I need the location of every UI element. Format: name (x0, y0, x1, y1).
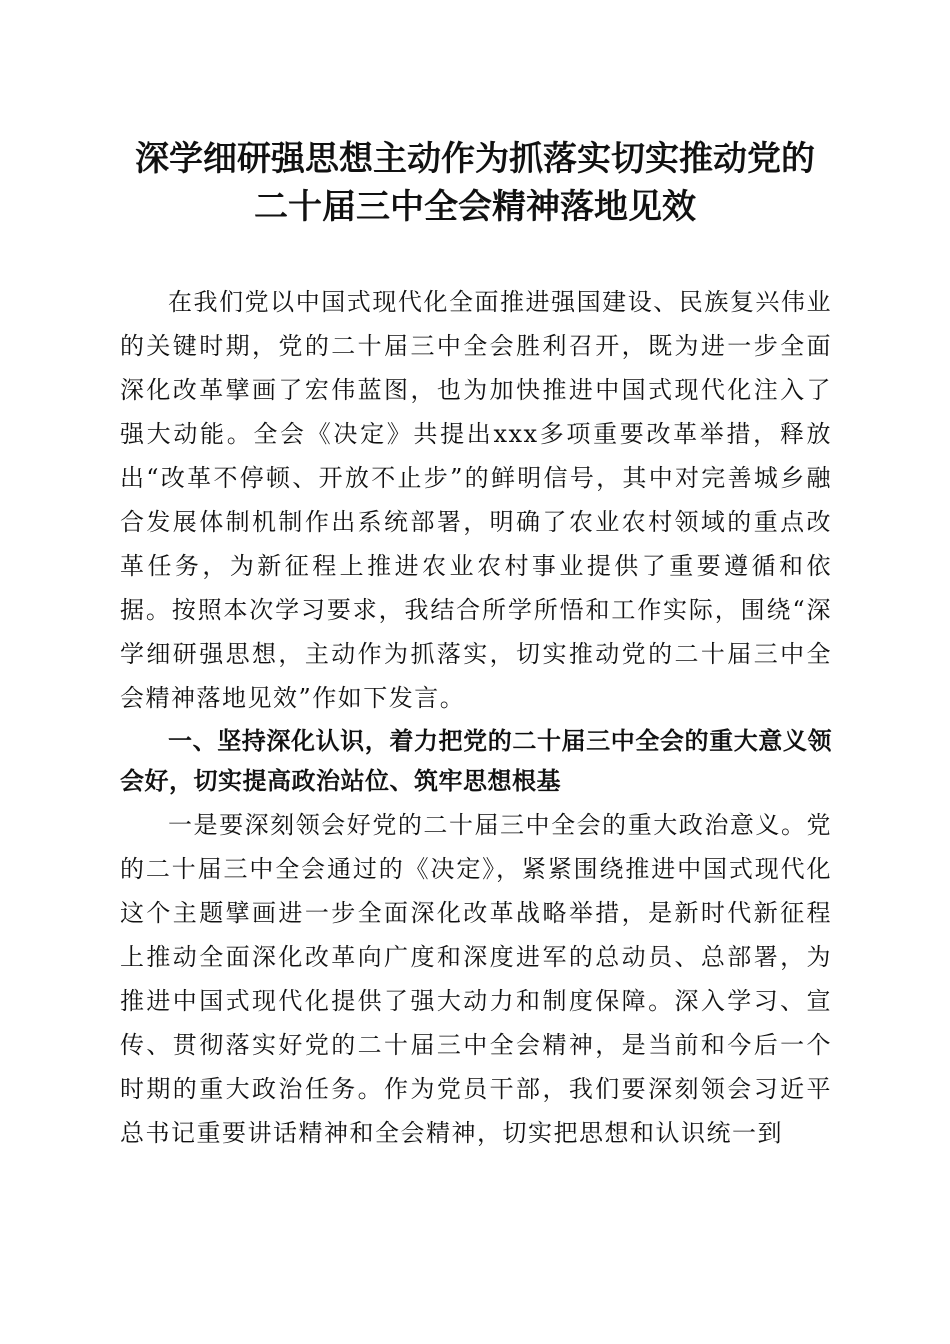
title-line-1: 深学细研强思想主动作为抓落实切实推动党的 (135, 139, 815, 179)
title-line-2: 二十届三中全会精神落地见效 (254, 187, 696, 227)
section-1-paragraph-1: 一是要深刻领会好党的二十届三中全会的重大政治意义。党的二十届三中全会通过的《决定》，紧紧围绕推进中国式现代化这个主题擘画进一步全面深化改革战略举措，是新时代新征程上推动全面深化改革向广度和深度进军的总动员、总部署，为推进中国式现代化提供了强大动力和制度保障。深入学习、宣传、贯彻落实好党的二十届三中全会精神，是当前和今后一个时期的重大政治任务。作为党员干部，我们要深刻领会习近平总书记重要讲话精神和全会精神，切实把思想和认识统一到 (120, 811, 832, 1147)
document-title (100, 135, 850, 231)
intro-paragraph: 在我们党以中国式现代化全面推进强国建设、民族复兴伟业的关键时期，党的二十届三中全会胜利召开，既为进一步全面深化改革擘画了宏伟蓝图，也为加快推进中国式现代化注入了强大动能。全会《决定》共提出xxx多项重要改革举措，释放出“改革不停顿、开放不止步”的鲜明信号，其中对完善城乡融合发展体制机制作出系统部署，明确了农业农村领域的重点改革任务，为新征程上推进农业农村事业提供了重要遵循和依据。按照本次学习要求，我结合所学所悟和工作实际，围绕“深学细研强思想，主动作为抓落实，切实推动党的二十届三中全会精神落地见效”作如下发言。 (120, 288, 832, 712)
document-body (120, 280, 832, 1155)
section-1-heading: 一、坚持深化认识，着力把党的二十届三中全会的重大意义领会好，切实提高政治站位、筑牢思想根基 (120, 727, 832, 795)
